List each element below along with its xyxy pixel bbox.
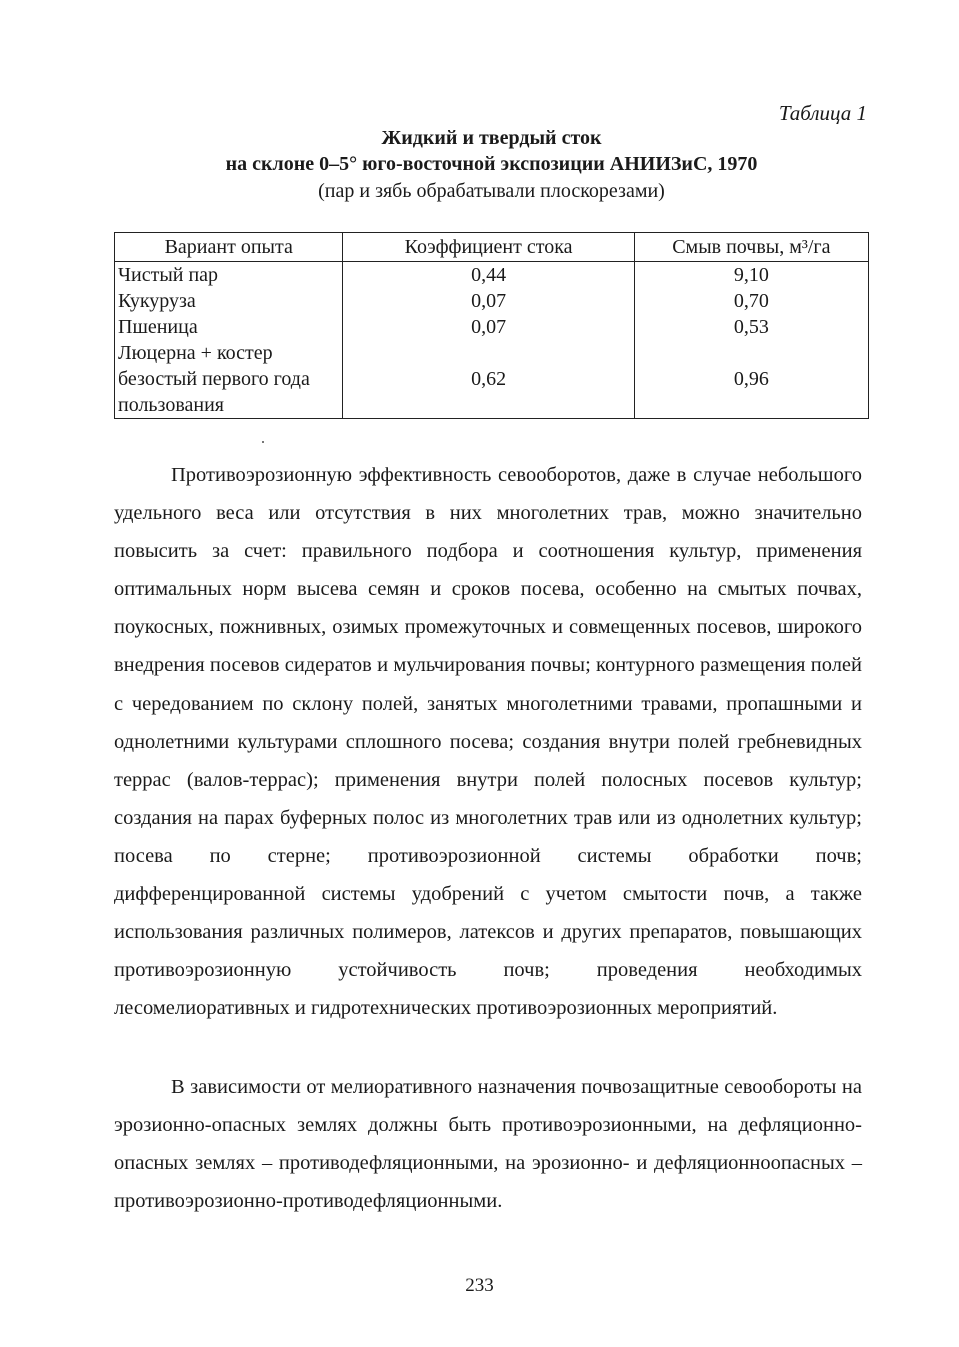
cell-variant: Пшеница: [115, 314, 343, 340]
table-row: [115, 340, 869, 419]
table-label: Таблица 1: [778, 101, 867, 125]
table-note: (пар и зябь обрабатывали плоскорезами): [318, 180, 665, 202]
table-row: [115, 314, 869, 340]
cell-variant: Чистый пар: [115, 262, 343, 289]
table-row: [115, 262, 869, 289]
table-title: Жидкий и твердый сток: [381, 127, 602, 149]
table-subtitle: на склоне 0–5° юго-восточной экспозиции АНИИЗиС, 1970: [225, 153, 758, 175]
cell-wash: 0,70: [634, 288, 868, 314]
paragraph-text: В зависимости от мелиоративного назначения почвозащитные севообороты на эрозионно-опасных землях должны быть противоэрозионными, на дефляционно-опасных землях – противодефляционными, на эрозионно- и дефляционноопасных – противоэрозионно-противодефляционными.: [114, 1076, 862, 1213]
header-variant: Вариант опыта: [115, 233, 343, 262]
runoff-table: [114, 232, 869, 419]
cell-variant: Кукуруза: [115, 288, 343, 314]
cell-coef: 0,44: [343, 262, 634, 289]
paragraph-1: [114, 456, 862, 1027]
header-wash: Смыв почвы, м³/га: [634, 233, 868, 262]
cell-wash: 0,96: [634, 340, 868, 419]
cell-wash: 0,53: [634, 314, 868, 340]
cell-wash: 9,10: [634, 262, 868, 289]
header-coef: Коэффициент стока: [343, 233, 634, 262]
table-row: [115, 288, 869, 314]
table-header-row: [115, 233, 869, 262]
scan-speck: [262, 441, 264, 443]
cell-coef: 0,07: [343, 288, 634, 314]
cell-coef: 0,62: [343, 340, 634, 419]
cell-variant: Люцерна + костер безостый первого года пользования: [115, 340, 343, 419]
paragraph-text: Противоэрозионную эффективность севооборотов, даже в случае небольшого удельного веса или отсутствия в них многолетних трав, можно значительно повысить за счет: правильного подбора и соотношения культур, применения оптимальных норм высева семян и сроков посева, особенно на смытых почвах, поукосных, пожнивных, озимых промежуточных и совмещенных посевов, широкого внедрения посевов сидератов и мульчирования почвы; контурного размещения полей с чередованием по склону полей, занятых многолетними травами, пропашными и однолетними культурами сплошного посева; создания внутри полей гребневидных террас (валов-террас); применения внутри полей полосных посевов культур; создания на парах буферных полос из многолетних трав или из однолетних культур; посева по стерне; противоэрозионной системы обработки почв; дифференцированной системы удобрений с учетом смытости почв, а также использования различных полимеров, латексов и других препаратов, повышающих противоэрозионную устойчивость почв; проведения необходимых лесомелиоративных и гидротехнических противоэрозионных мероприятий.: [114, 464, 862, 1020]
page-number: 233: [465, 1275, 494, 1296]
cell-coef: 0,07: [343, 314, 634, 340]
paragraph-2: [114, 1068, 862, 1220]
